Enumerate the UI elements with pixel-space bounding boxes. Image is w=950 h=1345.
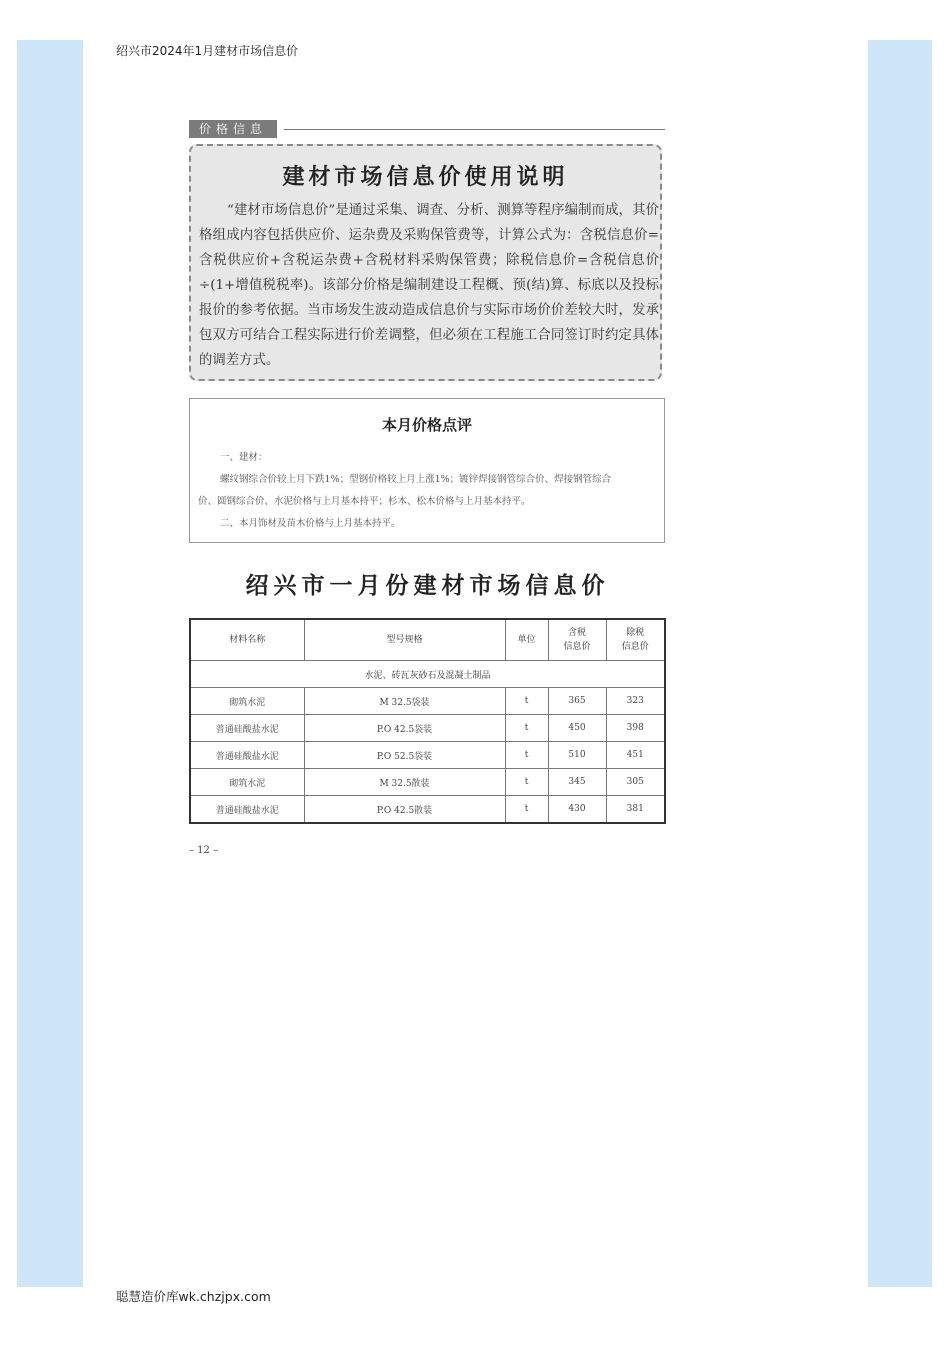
header-tax-inclusive: 含税 信息价 [548, 619, 606, 661]
notice-title: 建材市场信息价使用说明 [282, 165, 569, 190]
category-row [190, 661, 665, 688]
cell-spec: P.O 52.5袋装 [304, 742, 505, 769]
table-row [190, 715, 665, 742]
cell-tax-exclusive: 451 [606, 742, 665, 769]
review-line: 二、本月饰材及苗木价格与上月基本持平。 [220, 518, 401, 529]
cell-tax-inclusive: 345 [548, 769, 606, 796]
cell-tax-inclusive: 510 [548, 742, 606, 769]
cell-tax-inclusive: 365 [548, 688, 606, 715]
header-tax-exclusive: 除税 信息价 [606, 619, 665, 661]
review-title: 本月价格点评 [381, 416, 472, 434]
cell-tax-inclusive: 430 [548, 796, 606, 824]
header-name: 材料名称 [190, 619, 304, 661]
review-line: 螺纹钢综合价较上月下跌1%；型钢价格较上月上涨1%；镀锌焊接钢管综合价、焊接钢管综合 [220, 474, 612, 485]
review-line: 价、圆钢综合价、水泥价格与上月基本持平；杉木、松木价格与上月基本持平。 [198, 496, 531, 507]
section-divider [284, 129, 665, 130]
cell-spec: P.O 42.5袋装 [304, 715, 505, 742]
table-row [190, 769, 665, 796]
table-row [190, 742, 665, 769]
page-footer: 聪慧造价库wk.chzjpx.com [116, 1289, 271, 1304]
category-label: 水泥、砖瓦灰砂石及混凝土制品 [190, 661, 665, 688]
price-table [189, 618, 666, 824]
cell-spec: M 32.5散装 [304, 769, 505, 796]
cell-unit: t [505, 796, 548, 824]
right-margin-band [868, 40, 932, 1287]
cell-tax-exclusive: 381 [606, 796, 665, 824]
table-title [0, 567, 950, 600]
left-margin-band [17, 40, 83, 1287]
table-row [190, 796, 665, 824]
page-header: 绍兴市2024年1月建材市场信息价 [116, 44, 299, 58]
cell-spec: P.O 42.5散装 [304, 796, 505, 824]
cell-unit: t [505, 769, 548, 796]
cell-name: 砌筑水泥 [190, 688, 304, 715]
cell-tax-exclusive: 305 [606, 769, 665, 796]
cell-tax-exclusive: 398 [606, 715, 665, 742]
price-review-box [189, 398, 665, 543]
notice-body: “建材市场信息价”是通过采集、调查、分析、测算等程序编制而成，其价格组成内容包括供应价、运杂费及采购保管费等，计算公式为：含税信息价=含税供应价+含税运杂费+含税材料采购保管费；除税信息价=含税信息价÷(1+增值税税率)。该部分价格是编制建设工程概、预(结)算、标底以及投标报价的参考依据。当市场发生波动造成信息价与实际市场价价差较大时，发承包双方可结合工程实际进行价差调整，但必须在工程施工合同签订时约定具体的调差方式。 [199, 203, 659, 368]
page-number: – 12 – [189, 845, 219, 856]
cell-name: 普通硅酸盐水泥 [190, 796, 304, 824]
table-title-text: 绍兴市一月份建材市场信息价 [245, 573, 610, 599]
table-row [190, 688, 665, 715]
table-header-row [190, 619, 665, 661]
cell-name: 砌筑水泥 [190, 769, 304, 796]
section-tag: 价格信息 [189, 120, 277, 138]
review-line: 一、建材： [220, 452, 268, 463]
usage-notice-box [189, 144, 662, 381]
cell-tax-inclusive: 450 [548, 715, 606, 742]
cell-name: 普通硅酸盐水泥 [190, 742, 304, 769]
cell-unit: t [505, 688, 548, 715]
cell-unit: t [505, 742, 548, 769]
header-unit: 单位 [505, 619, 548, 661]
cell-unit: t [505, 715, 548, 742]
cell-name: 普通硅酸盐水泥 [190, 715, 304, 742]
header-spec: 型号规格 [304, 619, 505, 661]
cell-spec: M 32.5袋装 [304, 688, 505, 715]
cell-tax-exclusive: 323 [606, 688, 665, 715]
